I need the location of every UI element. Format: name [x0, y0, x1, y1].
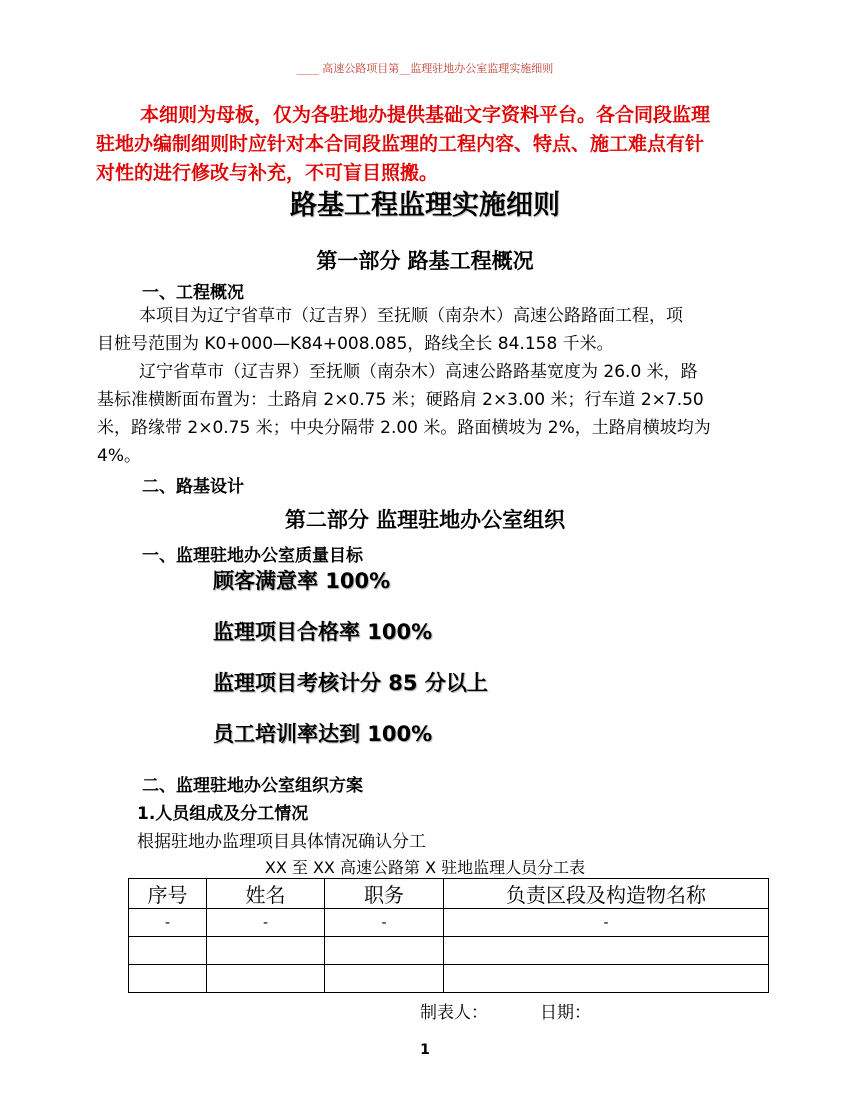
table-cell: [207, 965, 325, 993]
part1-section1-heading: 一、工程概况: [142, 283, 244, 303]
part1-title: 第一部分 路基工程概况: [316, 249, 534, 273]
page-header: ____ 高速公路项目第__监理驻地办公室监理实施细则: [296, 62, 554, 75]
template-notice: [96, 101, 772, 188]
table-cell: -: [207, 909, 325, 937]
table-header-row: [129, 879, 769, 909]
table-cell: [325, 965, 444, 993]
table-cell: [207, 937, 325, 965]
table-cell: [325, 937, 444, 965]
page-number: 1: [420, 1042, 430, 1058]
project-overview-paragraph: [97, 302, 777, 358]
staff-assignment-table: [128, 878, 769, 993]
col-header-position: 职务: [325, 879, 444, 909]
roadbed-line-3: 米，路缘带 2×0.75 米；中央分隔带 2.00 米。路面横坡为 2%，土路肩横坡均为: [97, 418, 711, 438]
overview-line-1: 本项目为辽宁省草市（辽吉界）至抚顺（南杂木）高速公路路面工程，项: [139, 306, 683, 326]
notice-line-3: 对性的进行修改与补充，不可盲目照搬。: [96, 162, 439, 184]
table-row: [129, 965, 769, 993]
table-cell: -: [129, 909, 207, 937]
table-cell: [129, 937, 207, 965]
roadbed-line-2: 基标准横断面布置为：土路肩 2×0.75 米；硬路肩 2×3.00 米；行车道 2×7.50: [97, 390, 704, 410]
goal-assessment-score: 监理项目考核计分 85 分以上: [213, 671, 488, 695]
col-header-number: 序号: [129, 879, 207, 909]
table-cell: [129, 965, 207, 993]
overview-line-2: 目桩号范围为 K0+000—K84+008.085，路线全长 84.158 千米。: [97, 334, 614, 354]
table-maker-label: 制表人：: [420, 1003, 488, 1023]
table-cell: [444, 937, 769, 965]
notice-line-2: 驻地办编制细则时应针对本合同段监理的工程内容、特点、施工难点有针: [96, 133, 705, 155]
col-header-responsibility: 负责区段及构造物名称: [444, 879, 769, 909]
table-cell: -: [444, 909, 769, 937]
goal-customer-satisfaction: 顾客满意率 100%: [213, 569, 391, 593]
part2-section2-heading: 二、监理驻地办公室组织方案: [142, 776, 363, 796]
part2-section1-heading: 一、监理驻地办公室质量目标: [142, 546, 363, 566]
part1-section2-heading: 二、路基设计: [142, 477, 244, 497]
table-title: XX 至 XX 高速公路第 X 驻地监理人员分工表: [264, 858, 586, 877]
goal-training-rate: 员工培训率达到 100%: [213, 722, 433, 746]
table-cell: [444, 965, 769, 993]
staffing-note: 根据驻地办监理项目具体情况确认分工: [137, 832, 426, 852]
part2-title: 第二部分 监理驻地办公室组织: [284, 508, 566, 532]
roadbed-line-1: 辽宁省草市（辽吉界）至抚顺（南杂木）高速公路路基宽度为 26.0 米，路: [139, 362, 698, 382]
table-row: [129, 909, 769, 937]
goal-pass-rate: 监理项目合格率 100%: [213, 620, 433, 644]
table-row: [129, 937, 769, 965]
roadbed-width-paragraph: [97, 358, 777, 470]
roadbed-line-4: 4%。: [97, 446, 141, 466]
col-header-name: 姓名: [207, 879, 325, 909]
notice-line-1: 本细则为母板，仅为各驻地办提供基础文字资料平台。各合同段监理: [140, 104, 711, 126]
staffing-subheading: 1.人员组成及分工情况: [137, 804, 309, 824]
document-title: 路基工程监理实施细则: [290, 190, 560, 221]
table-date-label: 日期：: [540, 1003, 591, 1023]
table-cell: -: [325, 909, 444, 937]
